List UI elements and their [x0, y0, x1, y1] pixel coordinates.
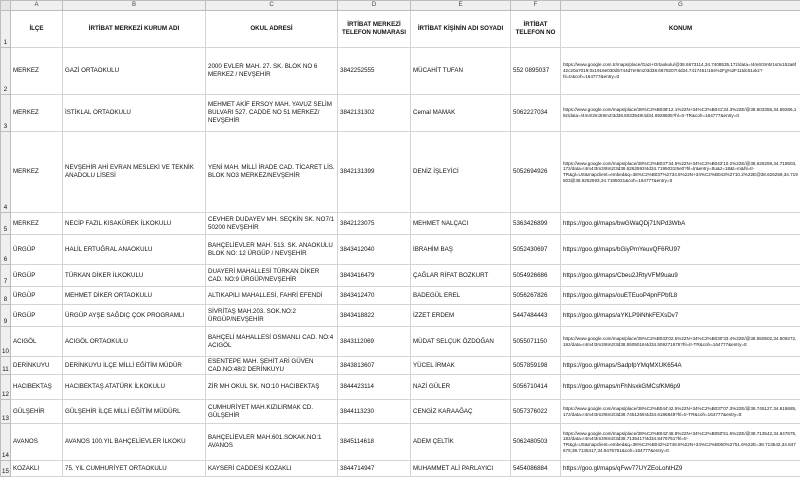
cell-okul-adresi[interactable]: ALTIKAPILI MAHALLESİ, FAHRİ EFENDİ: [206, 287, 338, 305]
cell-konum[interactable]: https://goo.gl/maps/bGiyPmYeuvQF6RU97: [561, 235, 800, 265]
cell-telefon[interactable]: 3844714947: [338, 461, 411, 477]
cell-ilce[interactable]: ÜRGÜP: [11, 235, 63, 265]
cell-ilce[interactable]: ACIGÖL: [11, 327, 63, 357]
row-number[interactable]: 9: [1, 305, 11, 327]
cell-telefon[interactable]: 3843412470: [338, 287, 411, 305]
table-row: [1, 95, 800, 132]
cell-kisi-telefon[interactable]: 5062480503: [511, 424, 561, 461]
table-row: [1, 400, 800, 424]
cell-kisi-adi[interactable]: DENİZ İŞLEYİCİ: [411, 132, 511, 213]
cell-ilce[interactable]: KOZAKLI: [11, 461, 63, 477]
cell-okul-adresi[interactable]: BAHÇELİEVLER MAH. 513. SK. ANAOKULU BLOK NO: 12 ÜRGÜP / NEVŞEHİR: [206, 235, 338, 265]
cell-kurum-adi[interactable]: AVANOS 100.YIL BAHÇELİEVLER İLKOKU: [63, 424, 206, 461]
column-header[interactable]: C: [206, 1, 338, 11]
cell-okul-adresi[interactable]: CEVHER DUDAYEV MH. SEÇKİN SK. NO7/1 50200 NEVŞEHİR: [206, 213, 338, 235]
cell-ilce[interactable]: GÜLŞEHİR: [11, 400, 63, 424]
cell-kurum-adi[interactable]: ÜRGÜP AYŞE SAĞDIÇ ÇOK PROGRAMLI: [63, 305, 206, 327]
row-number[interactable]: 1: [1, 11, 11, 48]
row-number[interactable]: 14: [1, 424, 11, 461]
cell-ilce[interactable]: DERİNKUYU: [11, 357, 63, 375]
cell-konum[interactable]: https://goo.gl/maps/bwGWaQDj71NPd3WbA: [561, 213, 800, 235]
cell-telefon[interactable]: 3842252555: [338, 48, 411, 95]
cell-telefon[interactable]: 3843412040: [338, 235, 411, 265]
cell-kisi-telefon[interactable]: 5056710414: [511, 375, 561, 400]
cell-telefon[interactable]: 3842131302: [338, 95, 411, 132]
table-row: [1, 305, 800, 327]
column-header[interactable]: B: [63, 1, 206, 11]
cell-telefon[interactable]: 3844113230: [338, 400, 411, 424]
cell-telefon[interactable]: 3842131399: [338, 132, 411, 213]
cell-kisi-telefon[interactable]: 5057859198: [511, 357, 561, 375]
cell-okul-adresi[interactable]: BAHÇELİEVLER MAH.601.SOKAK.NO:1 AVANOS: [206, 424, 338, 461]
cell-konum[interactable]: https://www.google.com/maps/place/38%C2%B033'02.5%22N+34%C2%B030'33.4%22E/@38.550502,34.509272,19z/data=!4m4!3m3!8m2!3d38.5505016!4d34.509271676?hl=tr-TR&coh=164777&entry=tt: [561, 327, 800, 357]
column-header[interactable]: E: [411, 1, 511, 11]
header-cell-adres[interactable]: OKUL ADRESİ: [206, 11, 338, 48]
cell-kisi-telefon[interactable]: 5054926686: [511, 265, 561, 287]
row-number[interactable]: 4: [1, 132, 11, 213]
row-number[interactable]: 5: [1, 213, 11, 235]
table-row: [1, 132, 800, 213]
cell-kurum-adi[interactable]: 75. YIL CUMHURİYET ORTAOKULU: [63, 461, 206, 477]
cell-okul-adresi[interactable]: MEHMET AKİF ERSOY MAH. YAVUZ SELİM BULVARI 527. CADDE NO 51 MERKEZ/ NEVŞEHİR: [206, 95, 338, 132]
column-header[interactable]: D: [338, 1, 411, 11]
cell-ilce[interactable]: MERKEZ: [11, 213, 63, 235]
cell-kisi-telefon[interactable]: 5052430697: [511, 235, 561, 265]
row-number[interactable]: 2: [1, 48, 11, 95]
cell-kisi-adi[interactable]: YÜCEL İRMAK: [411, 357, 511, 375]
cell-kisi-telefon[interactable]: 5055071150: [511, 327, 561, 357]
table-row: [1, 265, 800, 287]
cell-konum[interactable]: https://www.google.com/maps/place/38%C2%B036'12.1%22N+34%C2%B041'34.3%22E/@38.603355,34.69286,19z/data=!4m4!3m3!8m2!3d38.6033548!4d34.6928605?hl=tr-TR&coh=164777&entry=tt: [561, 95, 800, 132]
cell-kisi-adi[interactable]: ÇAĞLAR RİFAT BOZKURT: [411, 265, 511, 287]
cell-kisi-telefon[interactable]: 5057376022: [511, 400, 561, 424]
cell-telefon[interactable]: 3843112069: [338, 327, 411, 357]
cell-kurum-adi[interactable]: HACIBEKTAŞ ATATÜRK İLKOKULU: [63, 375, 206, 400]
cell-kisi-telefon[interactable]: 5056267826: [511, 287, 561, 305]
cell-okul-adresi[interactable]: CUMHURİYET MAH.KIZILIRMAK CD. GÜLŞEHİR: [206, 400, 338, 424]
cell-ilce[interactable]: MERKEZ: [11, 132, 63, 213]
table-row: [1, 375, 800, 400]
cell-kurum-adi[interactable]: GAZİ ORTAOKULU: [63, 48, 206, 95]
cell-konum[interactable]: https://goo.gl/maps/ouETEuoP4pnFPbfL8: [561, 287, 800, 305]
row-number[interactable]: 8: [1, 287, 11, 305]
header-cell-kisi[interactable]: İRTİBAT KİŞİNİN ADI SOYADI: [411, 11, 511, 48]
cell-kisi-adi[interactable]: İBRAHİM BAŞ: [411, 235, 511, 265]
table-body: [1, 1, 800, 477]
cell-konum[interactable]: https://www.google.com/maps/place/38%C2%B042'48.8%22N+34%C2%B050'51.6%22E/@38.713542,34.847675,18z/data=!4m4!3m3!8m2!3d38.7135417!4d34.8476751?hl=tr-TR&gl=US&mapclient=embed&q=38%C2%B042%2748.8%22N+34%C2%B050%2751.6%22E=38.713542,34.847675;38.7135417,34.8476751&coh=164777&entry=tt: [561, 424, 800, 461]
table-row: [1, 48, 800, 95]
cell-kisi-adi[interactable]: Cemal MAMAK: [411, 95, 511, 132]
cell-konum[interactable]: https://goo.gl/maps/aYKLP9iNhkFEXsDv7: [561, 305, 800, 327]
cell-kurum-adi[interactable]: İSTİKLAL ORTAOKULU: [63, 95, 206, 132]
cell-kisi-telefon[interactable]: 552 0895037: [511, 48, 561, 95]
cell-kisi-adi[interactable]: MEHMET NALÇACI: [411, 213, 511, 235]
row-number[interactable]: 11: [1, 357, 11, 375]
table-row: [1, 213, 800, 235]
cell-konum[interactable]: https://goo.gl/maps/qFwv77UYZEoLohtHZ9: [561, 461, 800, 477]
cell-telefon[interactable]: 3843416479: [338, 265, 411, 287]
header-cell-ilce[interactable]: İLÇE: [11, 11, 63, 48]
cell-kisi-adi[interactable]: MÜDAT SELÇUK ÖZDOĞAN: [411, 327, 511, 357]
cell-okul-adresi[interactable]: SİVRİTAŞ MAH.203. SOK.NO:2 ÜRGÜP/NEVŞEHİR: [206, 305, 338, 327]
cell-ilce[interactable]: AVANOS: [11, 424, 63, 461]
header-cell-kisi-telefon[interactable]: İRTİBAT TELEFON NO: [511, 11, 561, 48]
column-header-row: [1, 1, 800, 11]
cell-konum[interactable]: https://www.google.com.tr/maps/place/Gazi+Ortaokulu/@38.6673114,34.7408535,17z/data=!4m6!3m5!1s0x152a6f42c20a7019:0x1916e030d5744d7e!8m2!3d38.6678207!4d34.7417451!16s%2Fg%2F11tdc51xkz?hl=tr&coh=164777&entry=tt: [561, 48, 800, 95]
cell-ilce[interactable]: ÜRGÜP: [11, 287, 63, 305]
table-row: [1, 287, 800, 305]
cell-kisi-telefon[interactable]: 5454086884: [511, 461, 561, 477]
table-row: [1, 327, 800, 357]
cell-okul-adresi[interactable]: 2000 EVLER MAH. 27. SK. BLOK NO 6 MERKEZ / NEVŞEHİR: [206, 48, 338, 95]
table-row: [1, 461, 800, 477]
cell-ilce[interactable]: MERKEZ: [11, 48, 63, 95]
row-number[interactable]: 15: [1, 461, 11, 477]
cell-ilce[interactable]: HACIBEKTAŞ: [11, 375, 63, 400]
row-number[interactable]: 7: [1, 265, 11, 287]
cell-kisi-telefon[interactable]: 5363426899: [511, 213, 561, 235]
cell-kurum-adi[interactable]: MEHMET DİKER ORTAOKULU: [63, 287, 206, 305]
cell-okul-adresi[interactable]: KAYSERİ CADDESİ KOZAKLI: [206, 461, 338, 477]
cell-telefon[interactable]: 3845114618: [338, 424, 411, 461]
header-cell-kurum[interactable]: İRTİBAT MERKEZİ KURUM ADI: [63, 11, 206, 48]
cell-kisi-adi[interactable]: BADEGÜL EREL: [411, 287, 511, 305]
header-cell-konum[interactable]: KONUM: [561, 11, 800, 48]
cell-konum[interactable]: https://goo.gl/maps/Cbeu2JRtyVFM9uau9: [561, 265, 800, 287]
cell-kisi-adi[interactable]: MÜCAHİT TUFAN: [411, 48, 511, 95]
cell-konum[interactable]: https://www.google.com/maps/place/38%C2%B044'42.5%22N+34%C2%B037'07.3%22E/@38.745127,34.618685,17z/data=!4m4!3m3!8m2!3d38.7451265!4d34.6186849?hl=tr-TR&coh=164777&entry=tt: [561, 400, 800, 424]
cell-kurum-adi[interactable]: TÜRKAN DİKER İLKOKULU: [63, 265, 206, 287]
cell-konum[interactable]: https://goo.gl/maps/SadpfpYMqMXUK654A: [561, 357, 800, 375]
cell-ilce[interactable]: ÜRGÜP: [11, 305, 63, 327]
cell-konum[interactable]: https://www.google.com/maps/place/38%C2%B037'34.5%22N+34%C2%B043'10.2%22E/@38.626259,34.719503,17z/data=!4m4!3m3!8m2!3d38.6262593!4d34.7195031!5e0?hl=tr&entry=ttu&z=18&t=m&hl=tr-TR&gl=US&mapclient=embed&q=38%C2%B037%2734.5%22N+34%C2%B043%2710.2%22E@38.626259,34.719503@38.6262593,34.7195031&coh=164777&entry=tt: [561, 132, 800, 213]
row-number[interactable]: 10: [1, 327, 11, 357]
column-header[interactable]: F: [511, 1, 561, 11]
cell-okul-adresi[interactable]: DUAYERİ MAHALLESİ TÜRKAN DİKER CAD. NO:9 ÜRGÜP/NEVŞEHİR: [206, 265, 338, 287]
table-row: [1, 357, 800, 375]
table-row: [1, 235, 800, 265]
cell-telefon[interactable]: 3843418822: [338, 305, 411, 327]
cell-kisi-adi[interactable]: İZZET ERDEM: [411, 305, 511, 327]
cell-okul-adresi[interactable]: YENİ MAH. MİLLİ İRADE CAD. TİCARET LİS. BLOK NO3 MERKEZ/NEVŞEHİR: [206, 132, 338, 213]
cell-telefon[interactable]: 3842123075: [338, 213, 411, 235]
cell-kisi-telefon[interactable]: 5062227034: [511, 95, 561, 132]
cell-okul-adresi[interactable]: BAHÇELİ MAHALLESİ OSMANLI CAD. NO:4 ACIGÖL: [206, 327, 338, 357]
cell-kisi-telefon[interactable]: 5052694926: [511, 132, 561, 213]
cell-kisi-telefon[interactable]: 5447484443: [511, 305, 561, 327]
cell-okul-adresi[interactable]: ZİR MH OKUL SK. NO:10 HACIBEKTAŞ: [206, 375, 338, 400]
cell-kurum-adi[interactable]: DERİNKUYU İLÇE MİLLİ EĞİTİM MÜDÜR: [63, 357, 206, 375]
row-number[interactable]: 6: [1, 235, 11, 265]
cell-konum[interactable]: https://goo.gl/maps/nFhNsxkGMCsfKM6p9: [561, 375, 800, 400]
cell-kurum-adi[interactable]: GÜLŞEHİR İLÇE MİLLİ EĞİTİM MÜDÜRL: [63, 400, 206, 424]
table-row: [1, 424, 800, 461]
cell-kurum-adi[interactable]: ACIGÖL ORTAOKULU: [63, 327, 206, 357]
cell-okul-adresi[interactable]: ESENTEPE MAH. ŞEHİT ARİ GÜVEN CAD.NO:48/2 DERİNKUYU: [206, 357, 338, 375]
header-cell-telefon[interactable]: İRTİBAT MERKEZİ TELEFON NUMARASI: [338, 11, 411, 48]
cell-kurum-adi[interactable]: NECİP FAZIL KISAKÜREK İLKOKULU: [63, 213, 206, 235]
cell-ilce[interactable]: MERKEZ: [11, 95, 63, 132]
table-header-row: [1, 11, 800, 48]
cell-kisi-adi[interactable]: ADEM ÇELTİK: [411, 424, 511, 461]
cell-ilce[interactable]: ÜRGÜP: [11, 265, 63, 287]
select-all-corner[interactable]: [1, 1, 11, 11]
cell-kisi-adi[interactable]: MUHAMMET ALİ PARLAYICI: [411, 461, 511, 477]
row-number[interactable]: 12: [1, 375, 11, 400]
column-header[interactable]: G: [561, 1, 800, 11]
cell-kurum-adi[interactable]: NEVŞEHİR AHİ EVRAN MESLEKİ VE TEKNİK ANADOLU LİSESİ: [63, 132, 206, 213]
cell-telefon[interactable]: 3844423114: [338, 375, 411, 400]
cell-telefon[interactable]: 3843813607: [338, 357, 411, 375]
column-header[interactable]: A: [11, 1, 63, 11]
row-number[interactable]: 3: [1, 95, 11, 132]
row-number[interactable]: 13: [1, 400, 11, 424]
cell-kisi-adi[interactable]: NAZİ GÜLER: [411, 375, 511, 400]
cell-kisi-adi[interactable]: CENGİZ KARAAĞAÇ: [411, 400, 511, 424]
cell-kurum-adi[interactable]: HALİL ERTUĞRAL ANAOKULU: [63, 235, 206, 265]
